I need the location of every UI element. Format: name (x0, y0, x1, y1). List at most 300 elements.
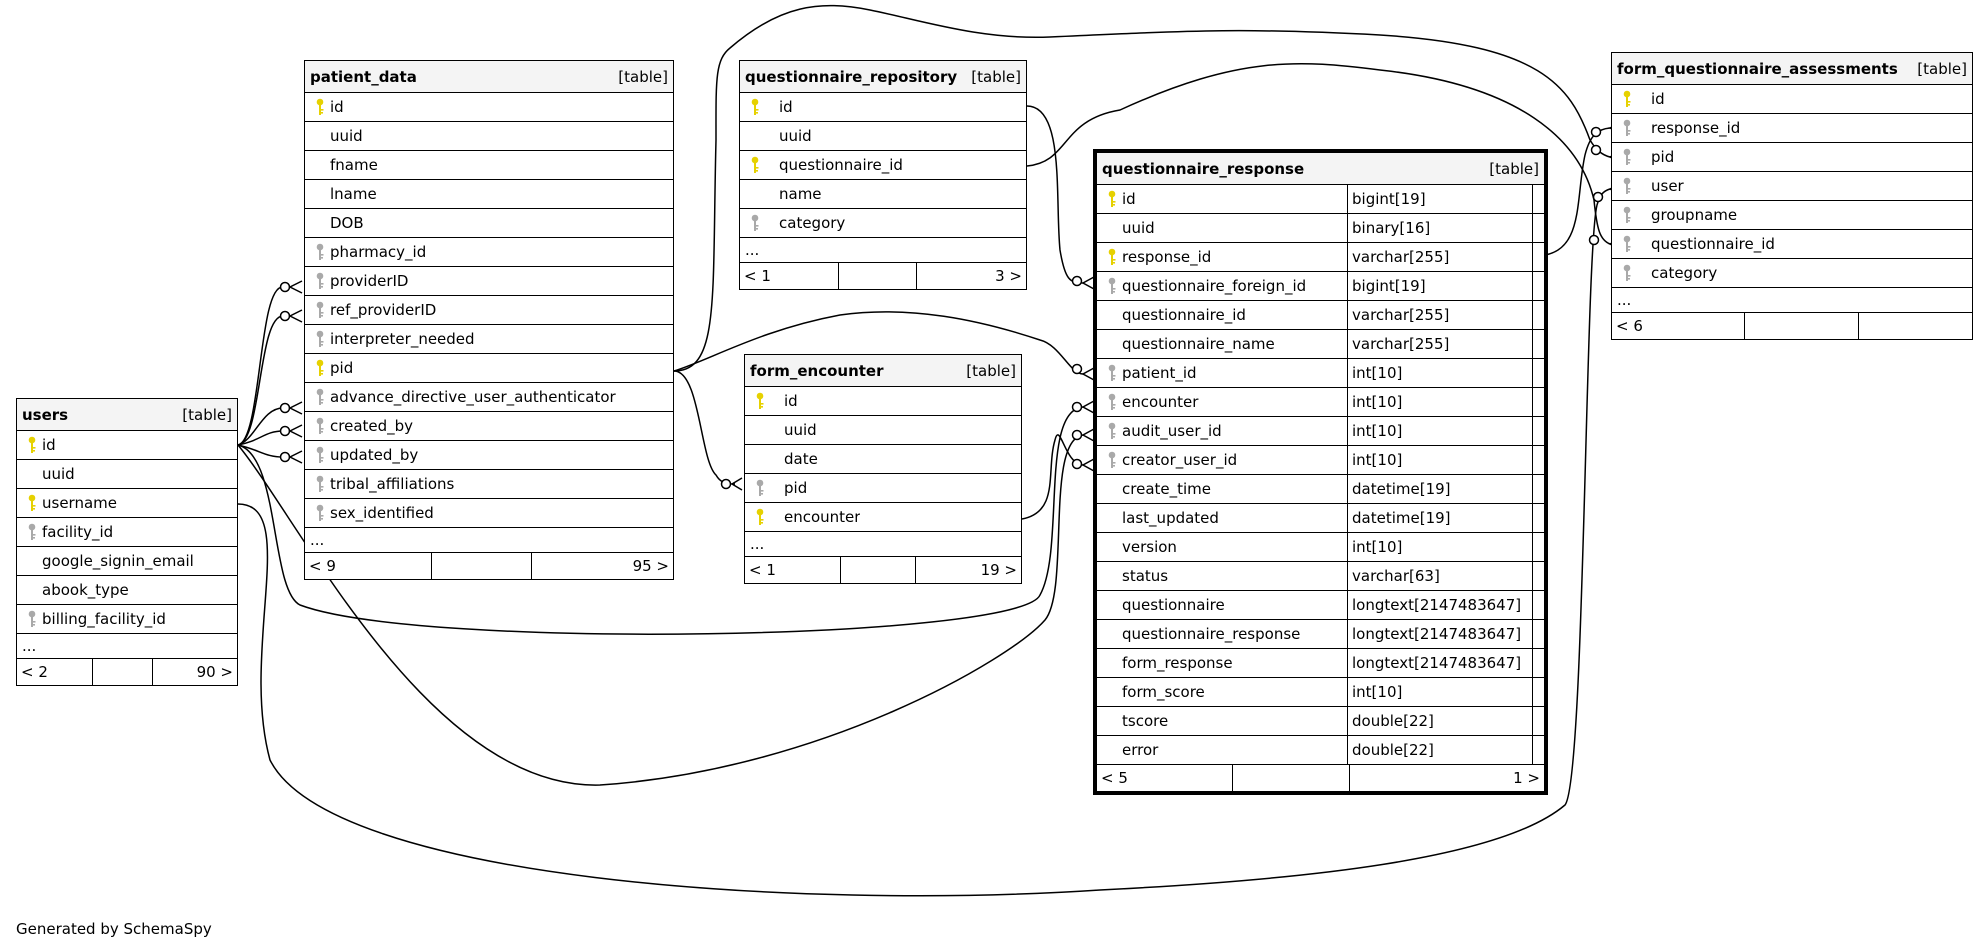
column-type: int[10] (1347, 417, 1532, 445)
foreign-key-icon (1107, 451, 1117, 469)
key-slot (1617, 90, 1637, 108)
column-cell (1097, 446, 1347, 474)
edge-users-created-by (238, 431, 283, 445)
column-row[interactable] (305, 499, 673, 528)
key-slot (1102, 364, 1122, 382)
child-count[interactable]: 95 > (531, 553, 673, 579)
column-cell (1097, 185, 1347, 213)
column-row[interactable] (1097, 533, 1544, 562)
column-cell (745, 416, 817, 444)
column-name: questionnaire_id (1651, 235, 1775, 253)
column-row[interactable] (740, 93, 1026, 122)
key-slot (1617, 119, 1637, 137)
column-spacer (1532, 533, 1544, 561)
table-header[interactable] (740, 61, 1026, 93)
column-name: encounter (784, 508, 861, 526)
key-slot (310, 243, 330, 261)
column-row[interactable] (1097, 446, 1544, 475)
column-name: response_id (1122, 248, 1212, 266)
column-name: name (779, 185, 822, 203)
key-slot (1102, 248, 1122, 266)
footer-middle (838, 263, 916, 289)
column-row[interactable] (1097, 359, 1544, 388)
more-columns-ellipsis: ... (17, 634, 237, 659)
column-name: providerID (330, 272, 409, 290)
foreign-key-icon (1107, 393, 1117, 411)
column-row[interactable] (740, 180, 1026, 209)
column-row[interactable] (1097, 214, 1544, 243)
key-slot (1617, 177, 1637, 195)
column-name: uuid (784, 421, 817, 439)
column-name: patient_id (1122, 364, 1197, 382)
foreign-key-icon (1107, 277, 1117, 295)
column-row[interactable] (305, 267, 673, 296)
column-row[interactable] (1612, 85, 1972, 114)
column-name: updated_by (330, 446, 419, 464)
column-row[interactable] (1097, 272, 1544, 301)
column-cell (305, 383, 616, 411)
key-slot (1617, 235, 1637, 253)
column-cell (305, 209, 364, 237)
column-cell (745, 474, 807, 502)
footer-middle (1744, 313, 1858, 339)
column-name: uuid (779, 127, 812, 145)
key-slot (310, 330, 330, 348)
table-footer (1612, 313, 1972, 339)
column-row[interactable] (1612, 172, 1972, 201)
column-row[interactable] (305, 441, 673, 470)
column-row[interactable] (1612, 259, 1972, 288)
key-slot (310, 504, 330, 522)
more-columns-ellipsis: ... (305, 528, 673, 553)
column-cell (1097, 475, 1347, 503)
column-row[interactable] (1612, 230, 1972, 259)
column-cell (1612, 114, 1740, 142)
column-row[interactable] (1097, 591, 1544, 620)
column-type: double[22] (1347, 707, 1532, 735)
table-form-encounter[interactable] (744, 354, 1022, 584)
foreign-key-icon (1622, 235, 1632, 253)
more-columns-ellipsis: ... (1612, 288, 1972, 313)
column-cell (305, 470, 454, 498)
column-cell (17, 489, 117, 517)
column-name: status (1122, 567, 1169, 585)
column-row[interactable] (1612, 143, 1972, 172)
edge-users-updated-by (238, 445, 283, 457)
column-type: longtext[2147483647] (1347, 649, 1532, 677)
column-name: version (1122, 538, 1177, 556)
key-slot (750, 508, 770, 526)
column-row[interactable] (745, 445, 1021, 474)
key-slot (1617, 148, 1637, 166)
column-name: interpreter_needed (330, 330, 475, 348)
column-cell (1612, 259, 1717, 287)
column-cell (305, 441, 418, 469)
column-name: create_time (1122, 480, 1212, 498)
column-type: bigint[19] (1347, 185, 1532, 213)
column-spacer (1532, 591, 1544, 619)
column-cell (1097, 388, 1347, 416)
column-cell (1612, 85, 1665, 113)
column-cell (1097, 504, 1347, 532)
table-users[interactable] (16, 398, 238, 686)
foreign-key-icon (315, 330, 325, 348)
column-row[interactable] (1097, 388, 1544, 417)
child-count[interactable]: 3 > (916, 263, 1026, 289)
table-name: users (22, 405, 69, 424)
column-cell (1097, 678, 1347, 706)
key-slot (22, 523, 42, 541)
column-row[interactable] (1097, 475, 1544, 504)
foreign-key-icon (1622, 119, 1632, 137)
more-columns-ellipsis: ... (745, 532, 1021, 557)
column-row[interactable] (745, 474, 1021, 503)
column-name: billing_facility_id (42, 610, 166, 628)
foreign-key-icon (1622, 206, 1632, 224)
column-name: id (779, 98, 793, 116)
column-name: questionnaire_id (779, 156, 903, 174)
column-row[interactable] (740, 151, 1026, 180)
column-cell (17, 431, 56, 459)
foreign-key-icon (315, 504, 325, 522)
column-name: form_response (1122, 654, 1233, 672)
column-name: response_id (1651, 119, 1741, 137)
primary-key-icon (315, 98, 325, 116)
table-tag: [table] (618, 67, 668, 86)
column-name: date (784, 450, 818, 468)
table-header[interactable] (17, 399, 237, 431)
column-cell (305, 180, 377, 208)
table-footer (1097, 765, 1544, 791)
column-name: tscore (1122, 712, 1169, 730)
key-slot (310, 359, 330, 377)
more-columns-ellipsis: ... (740, 238, 1026, 263)
parent-count[interactable]: < 1 (744, 267, 771, 285)
table-form-questionnaire-assessments[interactable] (1611, 52, 1973, 340)
column-cell (1097, 707, 1347, 735)
column-name: advance_directive_user_authenticator (330, 388, 616, 406)
foreign-key-icon (1622, 148, 1632, 166)
table-questionnaire-repository[interactable] (739, 60, 1027, 290)
column-type: datetime[19] (1347, 504, 1532, 532)
foreign-key-icon (27, 610, 37, 628)
column-spacer (1532, 214, 1544, 242)
column-row[interactable] (305, 354, 673, 383)
primary-key-icon (315, 359, 325, 377)
table-footer (740, 263, 1026, 289)
column-row[interactable] (1097, 185, 1544, 214)
column-row[interactable] (17, 547, 237, 576)
column-cell (1097, 533, 1347, 561)
foreign-key-icon (1107, 364, 1117, 382)
column-row[interactable] (1612, 114, 1972, 143)
column-row[interactable] (305, 238, 673, 267)
column-cell (305, 412, 413, 440)
column-row[interactable] (305, 325, 673, 354)
table-name: patient_data (310, 67, 417, 86)
column-row[interactable] (1097, 504, 1544, 533)
column-cell (740, 209, 845, 237)
column-spacer (1532, 243, 1544, 271)
foreign-key-icon (315, 272, 325, 290)
column-row[interactable] (305, 122, 673, 151)
column-row[interactable] (305, 296, 673, 325)
child-count[interactable]: 1 > (1349, 765, 1544, 791)
key-slot (750, 392, 770, 410)
column-row[interactable] (745, 416, 1021, 445)
table-header[interactable] (745, 355, 1021, 387)
column-row[interactable] (305, 383, 673, 412)
column-cell (305, 325, 475, 353)
table-tag: [table] (1917, 59, 1967, 78)
column-name: error (1122, 741, 1159, 759)
parent-count[interactable]: < 2 (21, 663, 48, 681)
column-name: questionnaire_name (1122, 335, 1275, 353)
foreign-key-icon (315, 243, 325, 261)
key-slot (750, 479, 770, 497)
table-patient-data[interactable] (304, 60, 674, 580)
column-type: int[10] (1347, 678, 1532, 706)
column-row[interactable] (1612, 201, 1972, 230)
column-cell (1097, 591, 1347, 619)
column-cell (1097, 562, 1347, 590)
column-name: id (1122, 190, 1136, 208)
primary-key-icon (1107, 190, 1117, 208)
column-name: id (330, 98, 344, 116)
column-row[interactable] (1097, 301, 1544, 330)
column-row[interactable] (305, 151, 673, 180)
parent-count[interactable]: < 1 (749, 561, 776, 579)
column-type: varchar[255] (1347, 330, 1532, 358)
column-cell (740, 122, 812, 150)
column-row[interactable] (17, 489, 237, 518)
key-slot (310, 98, 330, 116)
column-cell (305, 296, 436, 324)
primary-key-icon (755, 508, 765, 526)
column-row[interactable] (1097, 620, 1544, 649)
table-name: questionnaire_response (1102, 159, 1305, 178)
foreign-key-icon (1622, 177, 1632, 195)
column-row[interactable] (1097, 243, 1544, 272)
column-name: pid (330, 359, 354, 377)
column-spacer (1532, 359, 1544, 387)
column-cell (1097, 330, 1347, 358)
column-type: binary[16] (1347, 214, 1532, 242)
table-name: form_questionnaire_assessments (1617, 59, 1898, 78)
column-type: varchar[63] (1347, 562, 1532, 590)
column-row[interactable] (740, 122, 1026, 151)
column-name: user (1651, 177, 1684, 195)
column-type: varchar[255] (1347, 243, 1532, 271)
column-row[interactable] (305, 470, 673, 499)
column-cell (1097, 359, 1347, 387)
column-row[interactable] (17, 431, 237, 460)
key-slot (310, 475, 330, 493)
column-cell (17, 605, 166, 633)
column-row[interactable] (1097, 736, 1544, 765)
footer-middle (431, 553, 531, 579)
column-row[interactable] (1097, 678, 1544, 707)
column-name: category (779, 214, 846, 232)
column-row[interactable] (17, 576, 237, 605)
column-row[interactable] (1097, 330, 1544, 359)
primary-key-icon (27, 494, 37, 512)
column-row[interactable] (305, 180, 673, 209)
column-name: creator_user_id (1122, 451, 1238, 469)
column-row[interactable] (305, 93, 673, 122)
key-slot (310, 446, 330, 464)
column-spacer (1532, 388, 1544, 416)
key-slot (745, 98, 765, 116)
column-name: fname (330, 156, 378, 174)
column-row[interactable] (745, 503, 1021, 532)
column-cell (1612, 172, 1684, 200)
column-name: questionnaire_foreign_id (1122, 277, 1307, 295)
key-slot (745, 156, 765, 174)
key-slot (310, 272, 330, 290)
column-row[interactable] (17, 518, 237, 547)
column-name: questionnaire (1122, 596, 1225, 614)
foreign-key-icon (315, 301, 325, 319)
key-slot (1102, 190, 1122, 208)
table-header[interactable] (1612, 53, 1972, 85)
column-spacer (1532, 185, 1544, 213)
table-questionnaire-response[interactable] (1093, 149, 1548, 795)
column-name: pharmacy_id (330, 243, 427, 261)
column-spacer (1532, 678, 1544, 706)
child-count[interactable]: 90 > (152, 659, 237, 685)
column-name: encounter (1122, 393, 1199, 411)
column-spacer (1532, 562, 1544, 590)
child-count[interactable] (1858, 313, 1972, 339)
column-row[interactable] (1097, 417, 1544, 446)
column-name: groupname (1651, 206, 1738, 224)
column-row[interactable] (745, 387, 1021, 416)
parent-count[interactable]: < 6 (1616, 317, 1643, 335)
child-count[interactable]: 19 > (915, 557, 1021, 583)
column-spacer (1532, 417, 1544, 445)
column-name: username (42, 494, 117, 512)
column-cell (1097, 301, 1347, 329)
column-spacer (1532, 504, 1544, 532)
column-row[interactable] (305, 209, 673, 238)
column-row[interactable] (1097, 649, 1544, 678)
column-cell (305, 354, 353, 382)
table-header[interactable] (305, 61, 673, 93)
column-name: questionnaire_id (1122, 306, 1246, 324)
column-name: uuid (42, 465, 75, 483)
column-name: created_by (330, 417, 414, 435)
table-header[interactable] (1097, 153, 1544, 185)
primary-key-icon (750, 98, 760, 116)
key-slot (310, 301, 330, 319)
column-name: last_updated (1122, 509, 1219, 527)
column-name: id (784, 392, 798, 410)
key-slot (1102, 393, 1122, 411)
footer-middle (92, 659, 152, 685)
column-cell (1612, 143, 1674, 171)
column-name: questionnaire_response (1122, 625, 1301, 643)
column-cell (1097, 417, 1347, 445)
column-cell (745, 387, 798, 415)
footer-middle (840, 557, 915, 583)
column-name: DOB (330, 214, 364, 232)
primary-key-icon (755, 392, 765, 410)
column-row[interactable] (17, 460, 237, 489)
column-name: pid (784, 479, 808, 497)
column-spacer (1532, 301, 1544, 329)
column-cell (740, 180, 822, 208)
column-row[interactable] (17, 605, 237, 634)
key-slot (310, 417, 330, 435)
column-cell (305, 267, 408, 295)
column-name: id (1651, 90, 1665, 108)
column-cell (1097, 243, 1347, 271)
table-tag: [table] (971, 67, 1021, 86)
key-slot (22, 494, 42, 512)
column-name: audit_user_id (1122, 422, 1222, 440)
column-spacer (1532, 475, 1544, 503)
column-name: google_signin_email (42, 552, 194, 570)
edge-encounter-qr (1022, 435, 1083, 519)
column-name: category (1651, 264, 1718, 282)
foreign-key-icon (27, 523, 37, 541)
column-name: uuid (1122, 219, 1155, 237)
table-footer (745, 557, 1021, 583)
column-spacer (1532, 620, 1544, 648)
column-row[interactable] (740, 209, 1026, 238)
parent-count[interactable]: < 9 (309, 557, 336, 575)
generated-by-footer: Generated by SchemaSpy (16, 920, 212, 938)
column-cell (17, 576, 129, 604)
column-name: tribal_affiliations (330, 475, 455, 493)
column-cell (745, 445, 818, 473)
table-tag: [table] (1489, 159, 1539, 178)
column-type: datetime[19] (1347, 475, 1532, 503)
foreign-key-icon (315, 446, 325, 464)
foreign-key-icon (1107, 422, 1117, 440)
column-cell (745, 503, 860, 531)
column-cell (305, 93, 344, 121)
column-cell (1097, 736, 1347, 764)
column-spacer (1532, 736, 1544, 764)
edge-pid-form-encounter (674, 371, 735, 484)
key-slot (1617, 264, 1637, 282)
parent-count[interactable]: < 5 (1101, 769, 1128, 787)
column-row[interactable] (1097, 707, 1544, 736)
column-spacer (1532, 446, 1544, 474)
key-slot (22, 436, 42, 454)
column-cell (740, 151, 903, 179)
column-cell (1097, 620, 1347, 648)
column-spacer (1532, 649, 1544, 677)
column-cell (17, 547, 194, 575)
column-type: bigint[19] (1347, 272, 1532, 300)
primary-key-icon (750, 156, 760, 174)
column-row[interactable] (305, 412, 673, 441)
column-type: int[10] (1347, 446, 1532, 474)
column-row[interactable] (1097, 562, 1544, 591)
column-cell (305, 122, 363, 150)
column-name: form_score (1122, 683, 1205, 701)
column-cell (1612, 230, 1775, 258)
column-cell (305, 238, 426, 266)
key-slot (22, 610, 42, 628)
column-spacer (1532, 330, 1544, 358)
column-type: int[10] (1347, 533, 1532, 561)
key-slot (1102, 422, 1122, 440)
edge-users-advance-directive (238, 408, 283, 445)
